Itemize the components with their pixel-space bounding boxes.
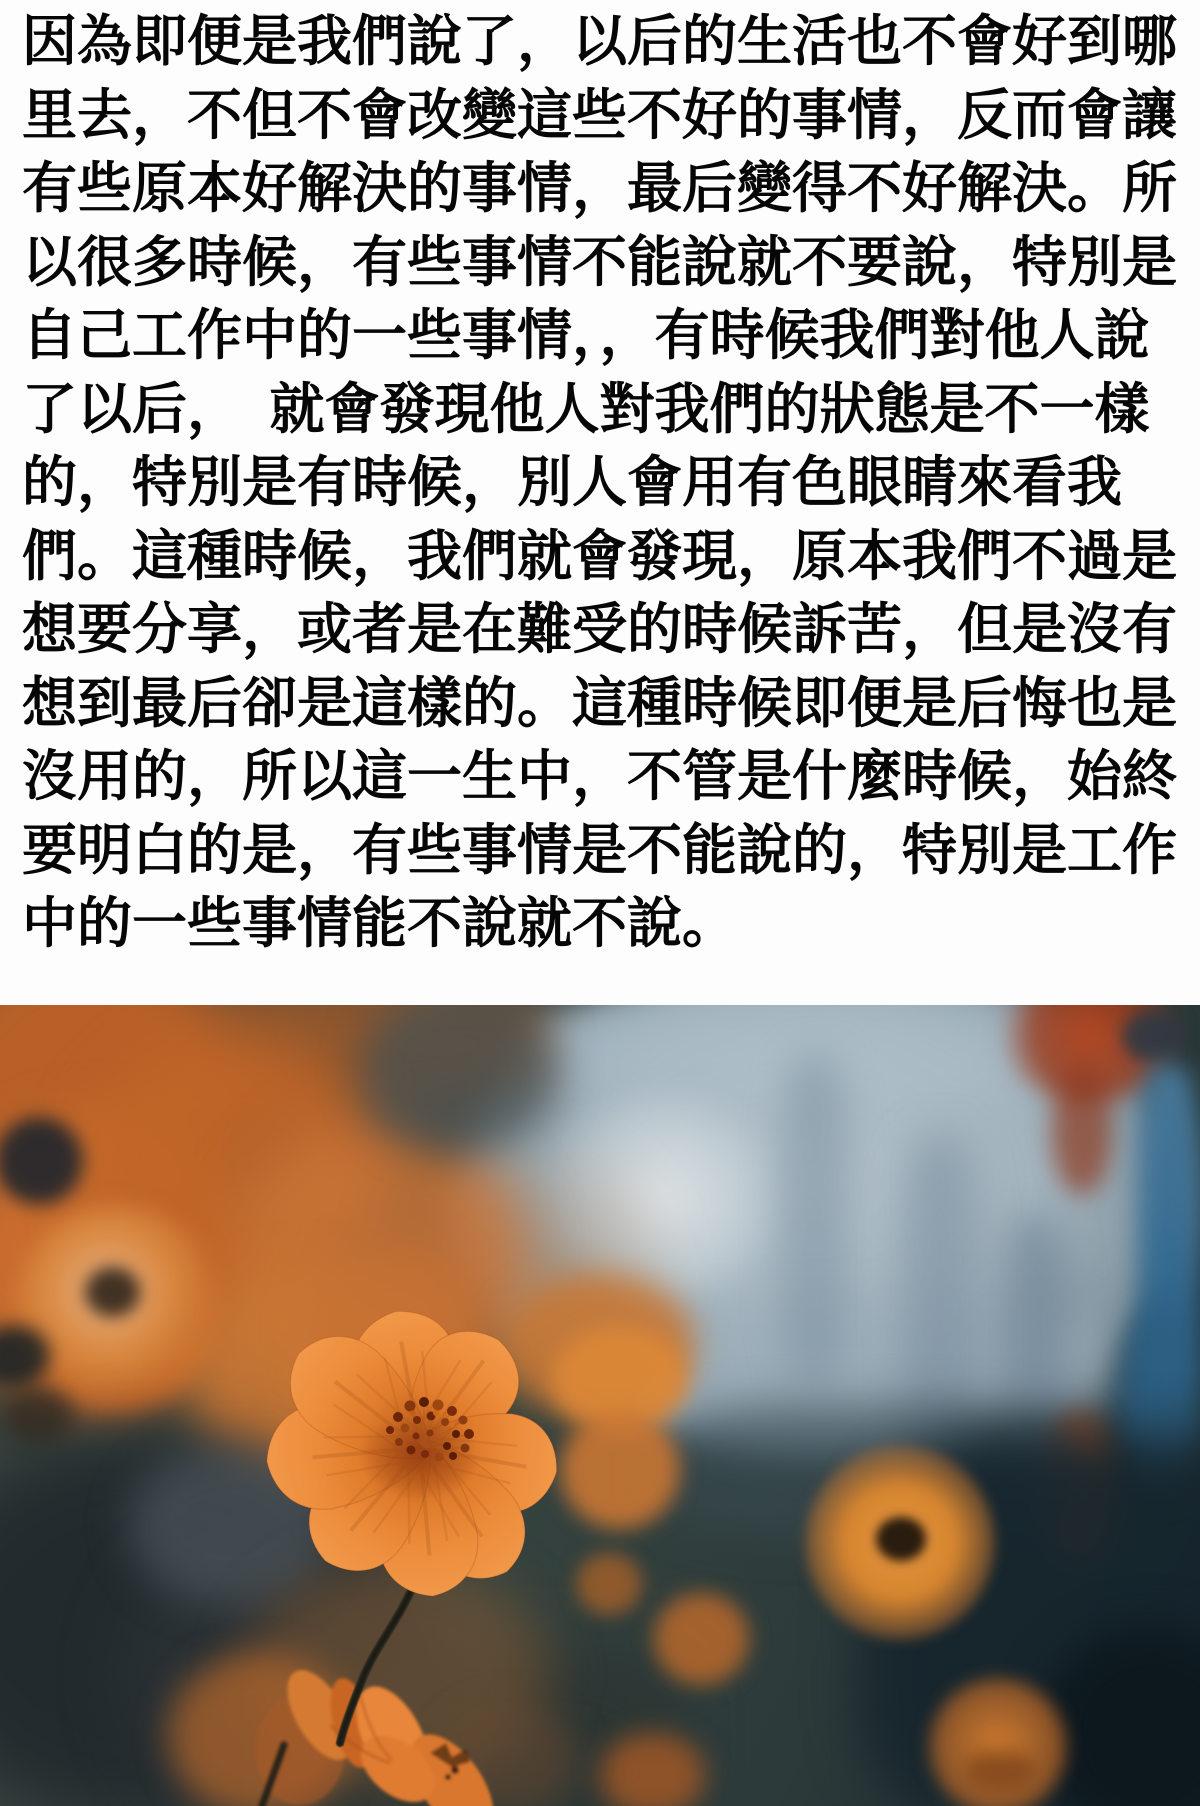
text-line: 自己工作中的一些事情，，有時候我們對他人說 [22, 304, 1150, 366]
main-flower [262, 1303, 565, 1601]
flower-photo [0, 1005, 1200, 1806]
text-line: 因為即便是我們說了，以后的生活也不會好到哪 [22, 10, 1178, 72]
text-line: 沒用的，所以這一生中，不管是什麼時候，始終 [22, 745, 1178, 807]
focused-flower-art [0, 1005, 1200, 1806]
text-line: 想要分享，或者是在難受的時候訴苦，但是沒有 [22, 598, 1178, 660]
text-line: 想到最后卻是這樣的。這種時候即便是后悔也是 [22, 671, 1178, 734]
text-line: 有些原本好解決的事情，最后變得不好解決。所 [22, 157, 1178, 219]
text-line: 中的一些事情能不說就不說。 [22, 892, 738, 954]
text-line: 了以后， 就會發現他人對我們的狀態是不一樣 [22, 377, 1150, 440]
text-line: 們。這種時候，我們就會發現，原本我們不過是 [22, 524, 1178, 587]
text-line: 里去，不但不會改變這些不好的事情，反而會讓 [22, 83, 1178, 146]
text-line: 的，特別是有時候，別人會用有色眼睛來看我 [22, 451, 1123, 513]
text-line: 以很多時候，有些事情不能說就不要說，特別是 [22, 230, 1178, 293]
second-flower [255, 1660, 510, 1806]
text-line: 要明白的是，有些事情是不能說的，特別是工作 [22, 818, 1178, 881]
flower-center-shade [358, 1415, 482, 1499]
